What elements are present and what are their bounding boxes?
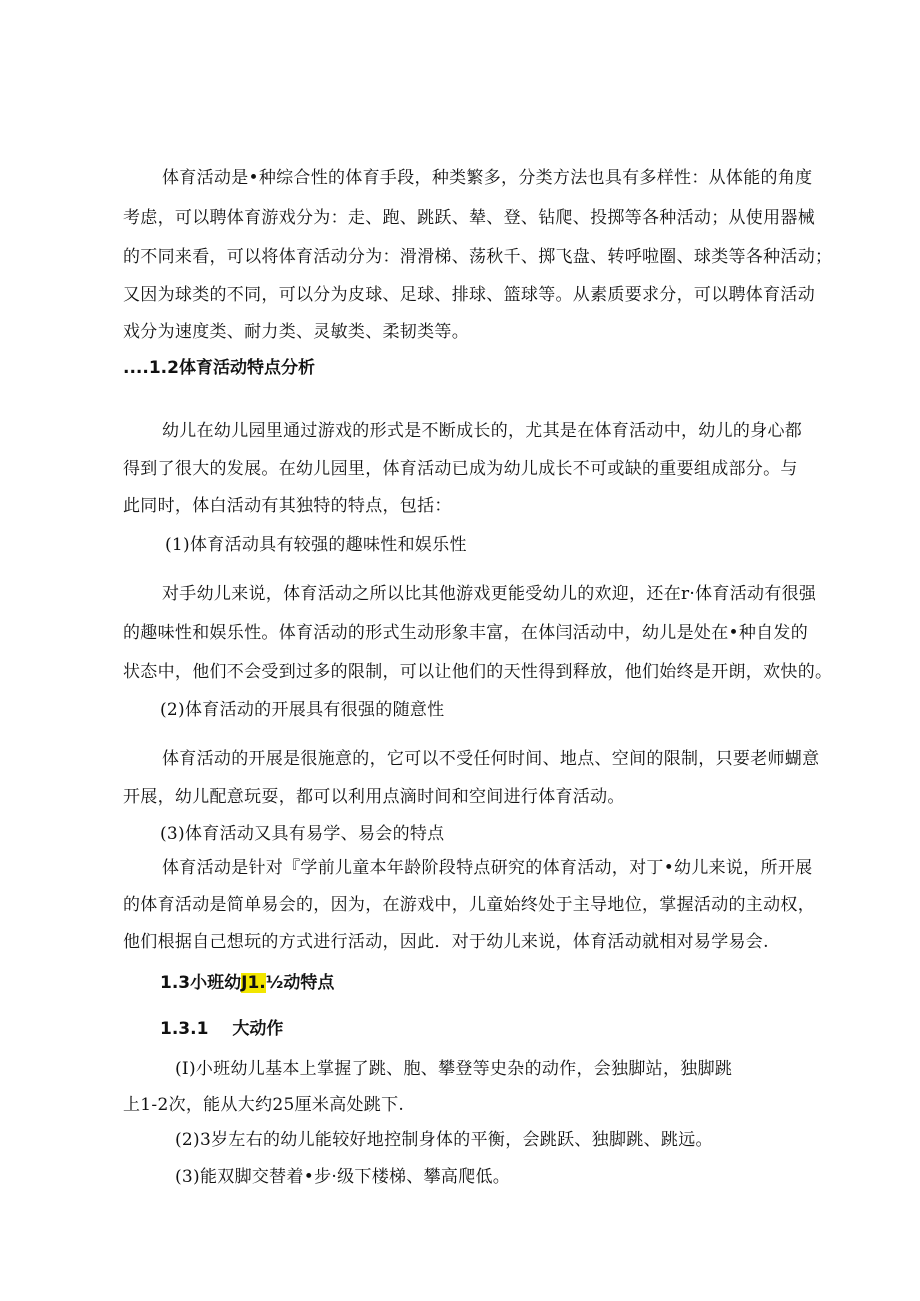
list-item-continuation: 上1-2次，能从大约25厘米高处跳下.	[123, 1095, 405, 1115]
feature-item-2-title: (2)体育活动的开展具有很强的随意性	[160, 700, 445, 720]
feature-item-1-title: (1)体育活动具有较强的趣味性和娱乐性	[165, 535, 467, 555]
paragraph-line: 戏分为速度类、耐力类、灵敏类、柔韧类等。	[123, 322, 469, 342]
paragraph-line: 对手幼儿来说，体育活动之所以比其他游戏更能受幼儿的欢迎，还在r·体育活动有很强	[162, 584, 817, 604]
paragraph-line: 考虑，可以聘体育游戏分为：走、跑、跳跃、辇、登、钻爬、投掷等各种活动；从使用器械	[123, 208, 815, 228]
feature-item-3-title: (3)体育活动又具有易学、易会的特点	[160, 824, 445, 844]
paragraph-line: 得到了很大的发展。在幼儿园里，体育活动已成为幼儿成长不可或缺的重要组成部分。与	[123, 459, 798, 479]
list-item: (I)小班幼儿基本上掌握了跳、胞、攀登等史杂的动作，会独脚站，独脚跳	[175, 1059, 733, 1079]
heading-number: 1.3.1	[160, 1019, 209, 1039]
section-heading-1-3-1	[160, 1018, 283, 1040]
list-item: (3)能双脚交替着•步·级下楼梯、攀高爬低。	[175, 1167, 511, 1187]
paragraph-line: 开展，幼儿配意玩耍，都可以利用点滴时间和空间进行体育活动。	[123, 787, 625, 807]
heading-text: 1.3小班幼	[160, 973, 242, 993]
paragraph-line: 状态中，他们不会受到过多的限制，可以让他们的天性得到释放，他们始终是开朗，欢快的。	[123, 662, 833, 682]
paragraph-line: 他们根据自己想玩的方式进行活动，因此．对于幼儿来说，体育活动就相对易学易会.	[123, 932, 769, 952]
paragraph-line: 又因为球类的不同，可以分为皮球、足球、排球、篮球等。从素质要求分，可以聘体育活动	[123, 285, 815, 305]
paragraph-line: 的体育活动是简单易会的，因为，在游戏中，儿童始终处于主导地位，掌握活动的主动权，	[123, 895, 815, 915]
heading-text: ½动特点	[265, 973, 335, 993]
section-heading-1-3	[160, 972, 334, 994]
paragraph-line: 幼儿在幼儿园里通过游戏的形式是不断成长的，尤其是在体育活动中，幼儿的身心都	[162, 421, 803, 441]
paragraph-line: 体育活动是针对『学前儿童本年龄阶段特点研究的体育活动，对丁•幼儿来说，所开展	[162, 858, 813, 878]
section-heading-1-2: ....1.2体育活动特点分析	[123, 358, 315, 378]
paragraph-line: 的趣味性和娱乐性。体育活动的形式生动形象丰富，在体闫活动中，幼儿是处在•种自发的	[123, 623, 809, 643]
paragraph-line: 体育活动是•种综合性的体育手段，种类繁多，分类方法也具有多样性：从体能的角度	[162, 168, 813, 188]
list-item: (2)3岁左右的幼儿能较好地控制身体的平衡，会跳跃、独脚跳、跳远。	[175, 1130, 713, 1150]
paragraph-line: 此同时，体白活动有其独特的特点，包括：	[123, 496, 452, 516]
paragraph-line: 的不同来看，可以将体育活动分为：滑滑梯、荡秋千、掷飞盘、转呼啦圈、球类等各种活动；	[123, 247, 833, 267]
paragraph-line: 体育活动的开展是很施意的，它可以不受任何时间、地点、空间的限制，只要老师蝴意	[162, 749, 820, 769]
heading-title: 大动作	[232, 1019, 284, 1039]
highlighted-text: J1.	[241, 973, 266, 993]
